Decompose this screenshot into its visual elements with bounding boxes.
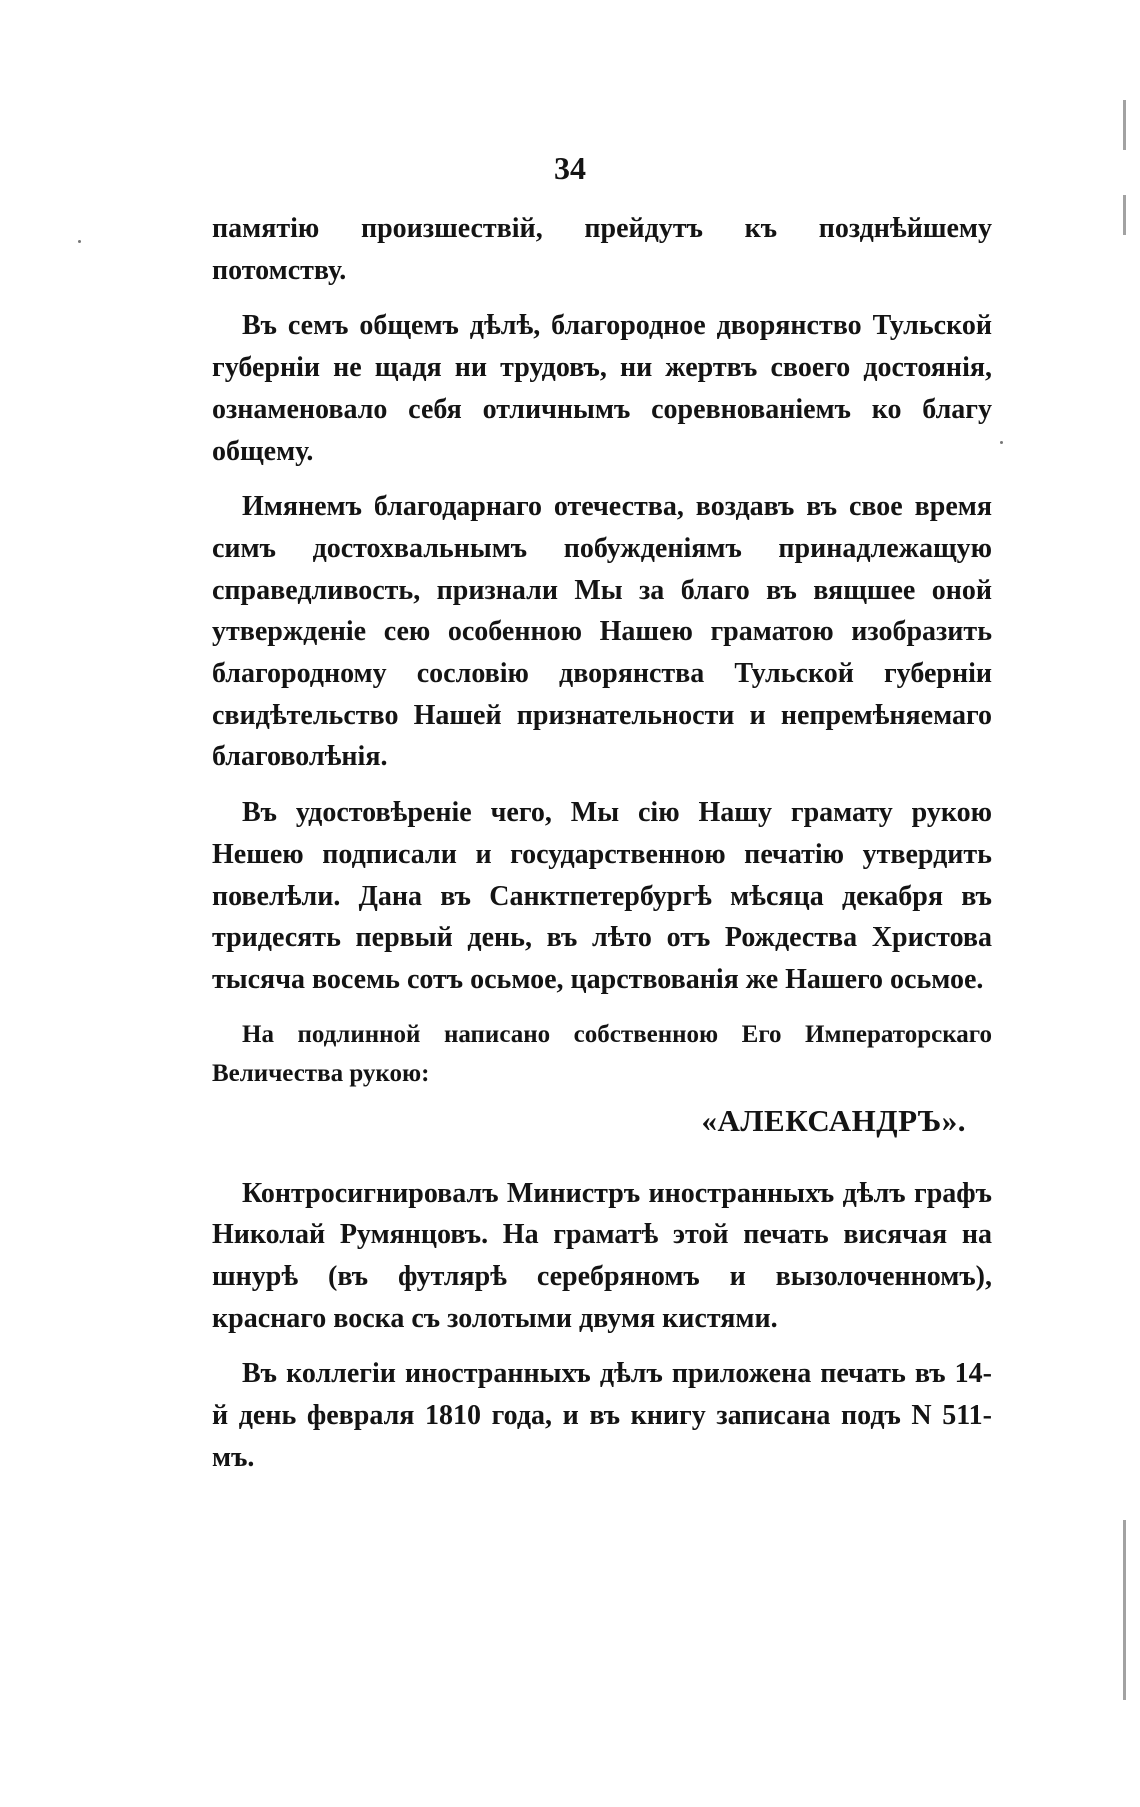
scan-speck	[78, 240, 81, 243]
body-text	[212, 208, 992, 1493]
scan-edge-line	[1123, 195, 1126, 235]
paragraph-nobility-effort: Въ семъ общемъ дѣлѣ, благородное дворянство Тульской губерніи не щадя ни трудовъ, ни жертвъ своего достоянія, ознаменовало себя отличнымъ соревнованіемъ ко благу общему.	[212, 310, 992, 467]
paragraph-original-note: На подлинной написано собственною Его Императорскаго Величества рукою:	[212, 1020, 992, 1087]
scan-speck	[1000, 441, 1003, 444]
page-number: 34	[554, 150, 586, 186]
paragraph-gratitude: Имянемъ благодарнаго отечества, воздавъ въ свое время симъ достохвальнымъ побужденіямъ принадлежащую справедливость, признали Мы за благо въ вящшее оной утвержденіе сею особенною Нашею граматою изобразить благородному сословію дворянства Тульской губерніи свидѣтельство Нашей признательности и непремѣняемаго благоволѣнія.	[212, 491, 992, 773]
imperial-signature: «АЛЕКСАНДРЪ».	[701, 1102, 966, 1138]
scan-edge-line	[1123, 100, 1126, 150]
paragraph-countersign: Контросигнировалъ Министръ иностранныхъ дѣлъ графъ Николай Румянцовъ. На граматѣ этой печать висячая на шнурѣ (въ футлярѣ серебряномъ и вызолоченномъ), краснаго воска съ золотыми двумя кистями.	[212, 1177, 992, 1334]
paragraph-seal-record: Въ коллегіи иностранныхъ дѣлъ приложена печать въ 14-й день февраля 1810 года, и въ книгу записана подъ N 511-мъ.	[212, 1358, 992, 1473]
paragraph-attestation: Въ удостовѣреніе чего, Мы сію Нашу грамату рукою Нешею подписали и государственною печатію утвердить повелѣли. Дана въ Санктпетербургѣ мѣсяца декабря въ тридесять первый день, въ лѣто отъ Рождества Христова тысяча восемь сотъ осьмое, царствованія же Нашего осьмое.	[212, 797, 992, 995]
scan-edge-line	[1123, 1520, 1126, 1700]
paragraph-continuation: памятію произшествій, прейдутъ къ позднѣйшему потомству.	[212, 213, 992, 286]
